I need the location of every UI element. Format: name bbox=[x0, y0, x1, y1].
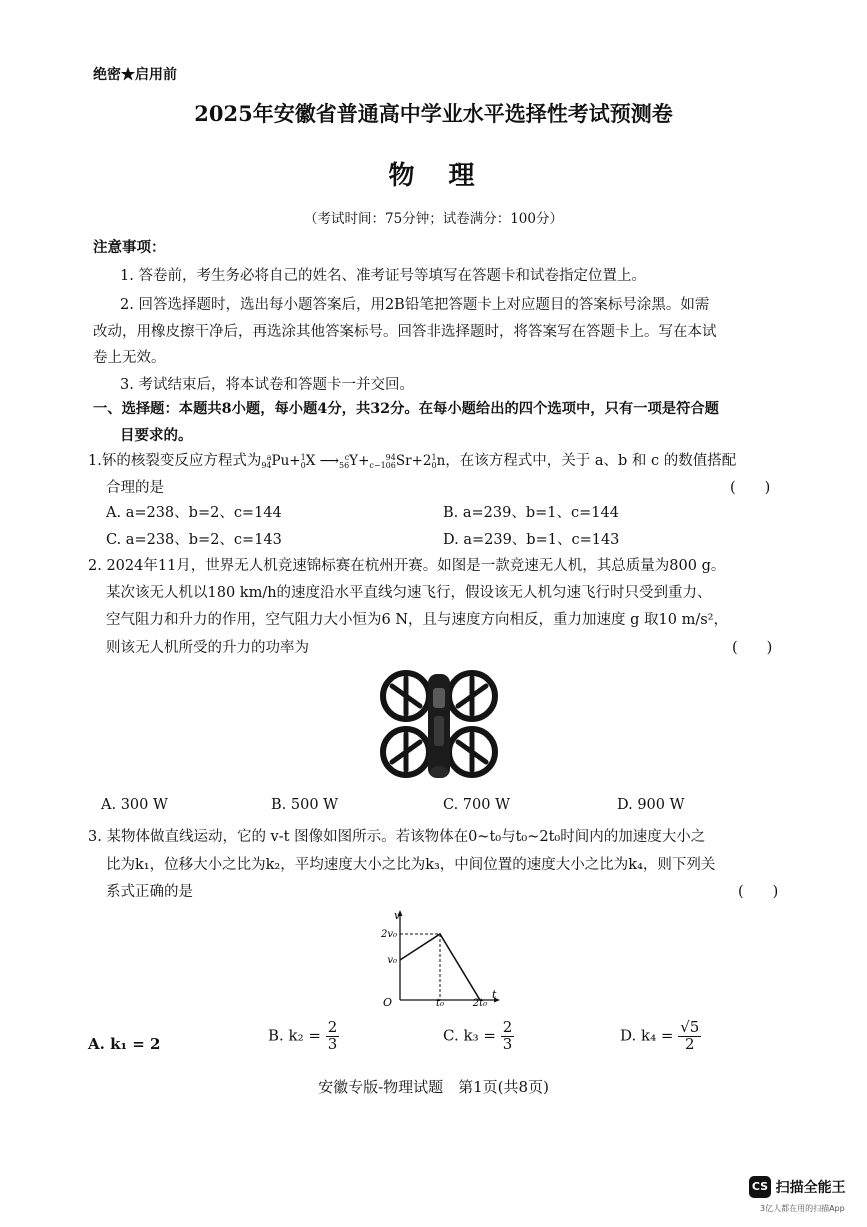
q3-option-b-num: 2 bbox=[327, 1018, 338, 1036]
q1-option-a: A. a=238、b=2、c=144 bbox=[106, 505, 282, 521]
q2-stem-line-1: 2. 2024年11月，世界无人机竞速锦标赛在杭州开赛。如图是一款竞速无人机，其总质量为800 g。 bbox=[88, 558, 726, 574]
notes-heading: 注意事项： bbox=[93, 239, 166, 256]
q1-option-b: B. a=239、b=1、c=144 bbox=[443, 505, 619, 521]
graph-y-label: v bbox=[394, 909, 401, 922]
q1-stem-line-2: 合理的是 bbox=[106, 480, 164, 496]
section-1-heading-cont: 目要求的。 bbox=[120, 427, 193, 444]
q2-stem-line-4: 则该无人机所受的升力的功率为 bbox=[106, 640, 309, 656]
q3-option-c-num: 2 bbox=[502, 1018, 513, 1036]
note-2-line-3: 卷上无效。 bbox=[93, 350, 166, 366]
v-t-graph bbox=[378, 906, 508, 1006]
section-1-heading: 一、选择题：本题共8小题，每小题4分，共32分。在每小题给出的四个选项中，只有一项是符合题 bbox=[93, 401, 719, 417]
subject-title: 物 理 bbox=[388, 161, 479, 191]
q2-option-d: D. 900 W bbox=[617, 797, 685, 813]
page-footer: 安徽专版-物理试题 第1页(共8页) bbox=[318, 1078, 549, 1096]
q3-option-d bbox=[620, 1020, 701, 1053]
graph-x-tick-2: 2t₀ bbox=[472, 998, 488, 1006]
q1-stem-pre: 钚的核裂变反应方程式为 bbox=[101, 453, 262, 469]
scanner-watermark bbox=[749, 1176, 846, 1198]
q2-option-a: A. 300 W bbox=[101, 797, 168, 813]
q3-option-c-den: 3 bbox=[502, 1034, 513, 1053]
q3-option-b-label: B. k₂ = bbox=[268, 1026, 321, 1045]
q2-stem-line-3: 空气阻力和升力的作用，空气阻力大小恒为6 N，且与速度方向相反，重力加速度 g 取10 m/s²， bbox=[106, 612, 728, 628]
graph-x-label: t bbox=[492, 988, 497, 1001]
note-1: 1. 答卷前，考生务必将自己的姓名、准考证号等填写在答题卡和试卷指定位置上。 bbox=[120, 268, 646, 284]
q1-answer-bracket: ( ) bbox=[730, 480, 771, 496]
graph-origin: O bbox=[382, 996, 392, 1006]
q3-stem-line-1: 3. 某物体做直线运动，它的 v-t 图像如图所示。若该物体在0~t₀与t₀~2t₀时间内的加速度大小之 bbox=[88, 829, 706, 845]
q3-option-c-label: C. k₃ = bbox=[443, 1026, 496, 1045]
q3-option-d-num: √5 bbox=[680, 1018, 700, 1036]
racing-drone-image bbox=[378, 666, 500, 786]
exam-title: 2025年安徽省普通高中学业水平选择性考试预测卷 bbox=[194, 101, 673, 126]
q3-option-b-den: 3 bbox=[327, 1034, 338, 1053]
q3-stem-line-3: 系式正确的是 bbox=[106, 884, 193, 900]
q1-stem-post: ，在该方程式中，关于 a、b 和 c 的数值搭配 bbox=[445, 453, 737, 469]
q3-option-a: A. k₁ = 2 bbox=[88, 1035, 161, 1053]
scanner-app-name: 扫描全能王 bbox=[775, 1180, 846, 1196]
q3-option-d-den: 2 bbox=[685, 1034, 695, 1053]
graph-x-tick-1: t₀ bbox=[435, 998, 445, 1006]
q3-option-b bbox=[268, 1020, 339, 1053]
note-2-line-1: 2. 回答选择题时，选出每小题答案后，用2B铅笔把答题卡上对应题目的答案标号涂黑。如需 bbox=[120, 297, 710, 313]
q1-option-c: C. a=238、b=2、c=143 bbox=[106, 532, 282, 548]
note-2-line-2: 改动，用橡皮擦干净后，再选涂其他答案标号。回答非选择题时，将答案写在答题卡上。写在本试 bbox=[93, 324, 717, 340]
note-3: 3. 考试结束后，将本试卷和答题卡一并交回。 bbox=[120, 377, 414, 393]
q1-number: 1. bbox=[88, 453, 102, 469]
graph-y-tick-high: 2v₀ bbox=[380, 929, 397, 940]
q2-stem-line-2: 某次该无人机以180 km/h的速度沿水平直线匀速飞行，假设该无人机匀速飞行时只受到重力、 bbox=[106, 585, 712, 601]
q1-equation: a 94 Pu+ 1 0 X ⟶ c 56 Y+ 94 c−106 Sr+2 1 0 n bbox=[261, 452, 446, 470]
scanner-logo-icon: CS bbox=[749, 1176, 771, 1198]
q2-option-b: B. 500 W bbox=[271, 797, 339, 813]
q3-stem-line-2: 比为k₁，位移大小之比为k₂，平均速度大小之比为k₃，中间位置的速度大小之比为k₄，则下列关 bbox=[106, 857, 716, 873]
q3-option-d-label: D. k₄ = bbox=[620, 1026, 674, 1045]
q1-option-d: D. a=239、b=1、c=143 bbox=[443, 532, 620, 548]
q3-option-c bbox=[443, 1020, 514, 1053]
exam-info: （考试时间：75分钟；试卷满分：100分） bbox=[304, 211, 563, 227]
q1-stem-line-1 bbox=[88, 449, 736, 470]
graph-y-tick-low: v₀ bbox=[387, 955, 397, 966]
q2-option-c: C. 700 W bbox=[443, 797, 510, 813]
q3-answer-bracket: ( ) bbox=[738, 884, 779, 900]
q2-answer-bracket: ( ) bbox=[732, 640, 773, 656]
scanner-tagline: 3亿人都在用的扫描App bbox=[760, 1204, 845, 1213]
secret-label: 绝密★启用前 bbox=[93, 67, 177, 83]
